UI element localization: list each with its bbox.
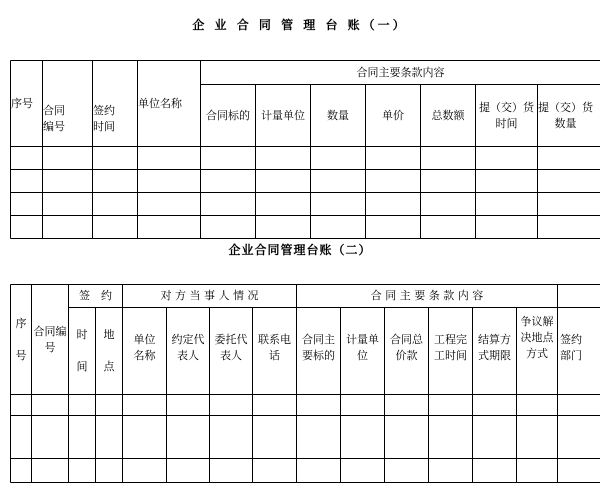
t2-header-clause-group: 合 同 主 要 条 款 内 容 xyxy=(370,289,484,302)
t1-header-sign-time: 签约 时间 xyxy=(93,104,115,133)
t2-header-agent: 委托代 表人 xyxy=(214,333,248,362)
t1-header-unit-name: 单位名称 xyxy=(138,96,182,110)
t2-header-phone: 联系电 话 xyxy=(258,333,291,362)
t1-header-total: 总数额 xyxy=(431,108,465,122)
t2-header-dept: 签约 部门 xyxy=(560,333,582,362)
t2-header-settlement: 结算方 式期限 xyxy=(478,333,511,362)
t2-header-subject: 合同主 要标的 xyxy=(302,333,335,362)
t1-header-unit: 计量单位 xyxy=(261,108,305,122)
t2-header-total-price: 合同总 价款 xyxy=(390,333,423,362)
t1-group-header: 合同主要条款内容 xyxy=(356,65,445,79)
table1-title: 企 业 合 同 管 理 台 账（一） xyxy=(192,18,408,32)
t2-header-seq: 序 号 xyxy=(15,316,27,362)
t2-header-place: 地 点 xyxy=(103,328,115,373)
t2-header-unit: 计量单 位 xyxy=(346,333,379,362)
t2-header-time: 时 间 xyxy=(76,328,88,373)
t2-header-legal-rep: 约定代 表人 xyxy=(171,333,205,362)
t1-header-delivery-time: 提（交）货 时间 xyxy=(479,100,534,130)
t2-header-party-group: 对 方 当 事 人 情 况 xyxy=(160,289,259,302)
t2-header-dispute: 争议解 决地点 方式 xyxy=(520,315,554,360)
t2-header-completion: 工程完 工时间 xyxy=(434,333,467,362)
t1-header-subject: 合同标的 xyxy=(206,108,250,122)
t1-header-price: 单价 xyxy=(382,108,404,122)
table2-title: 企业合同管理台账（二） xyxy=(228,243,372,257)
t1-header-seq: 序号 xyxy=(11,96,33,110)
t2-header-contract-no: 合同编 号 xyxy=(33,324,67,354)
t1-header-quantity: 数量 xyxy=(327,108,349,122)
t2-header-sign-group: 签 约 xyxy=(79,289,112,302)
t1-header-delivery-qty: 提（交）货 数量 xyxy=(538,100,593,130)
t2-header-unit-name: 单位 名称 xyxy=(133,333,156,362)
t1-header-contract-no: 合同 编号 xyxy=(43,104,65,133)
